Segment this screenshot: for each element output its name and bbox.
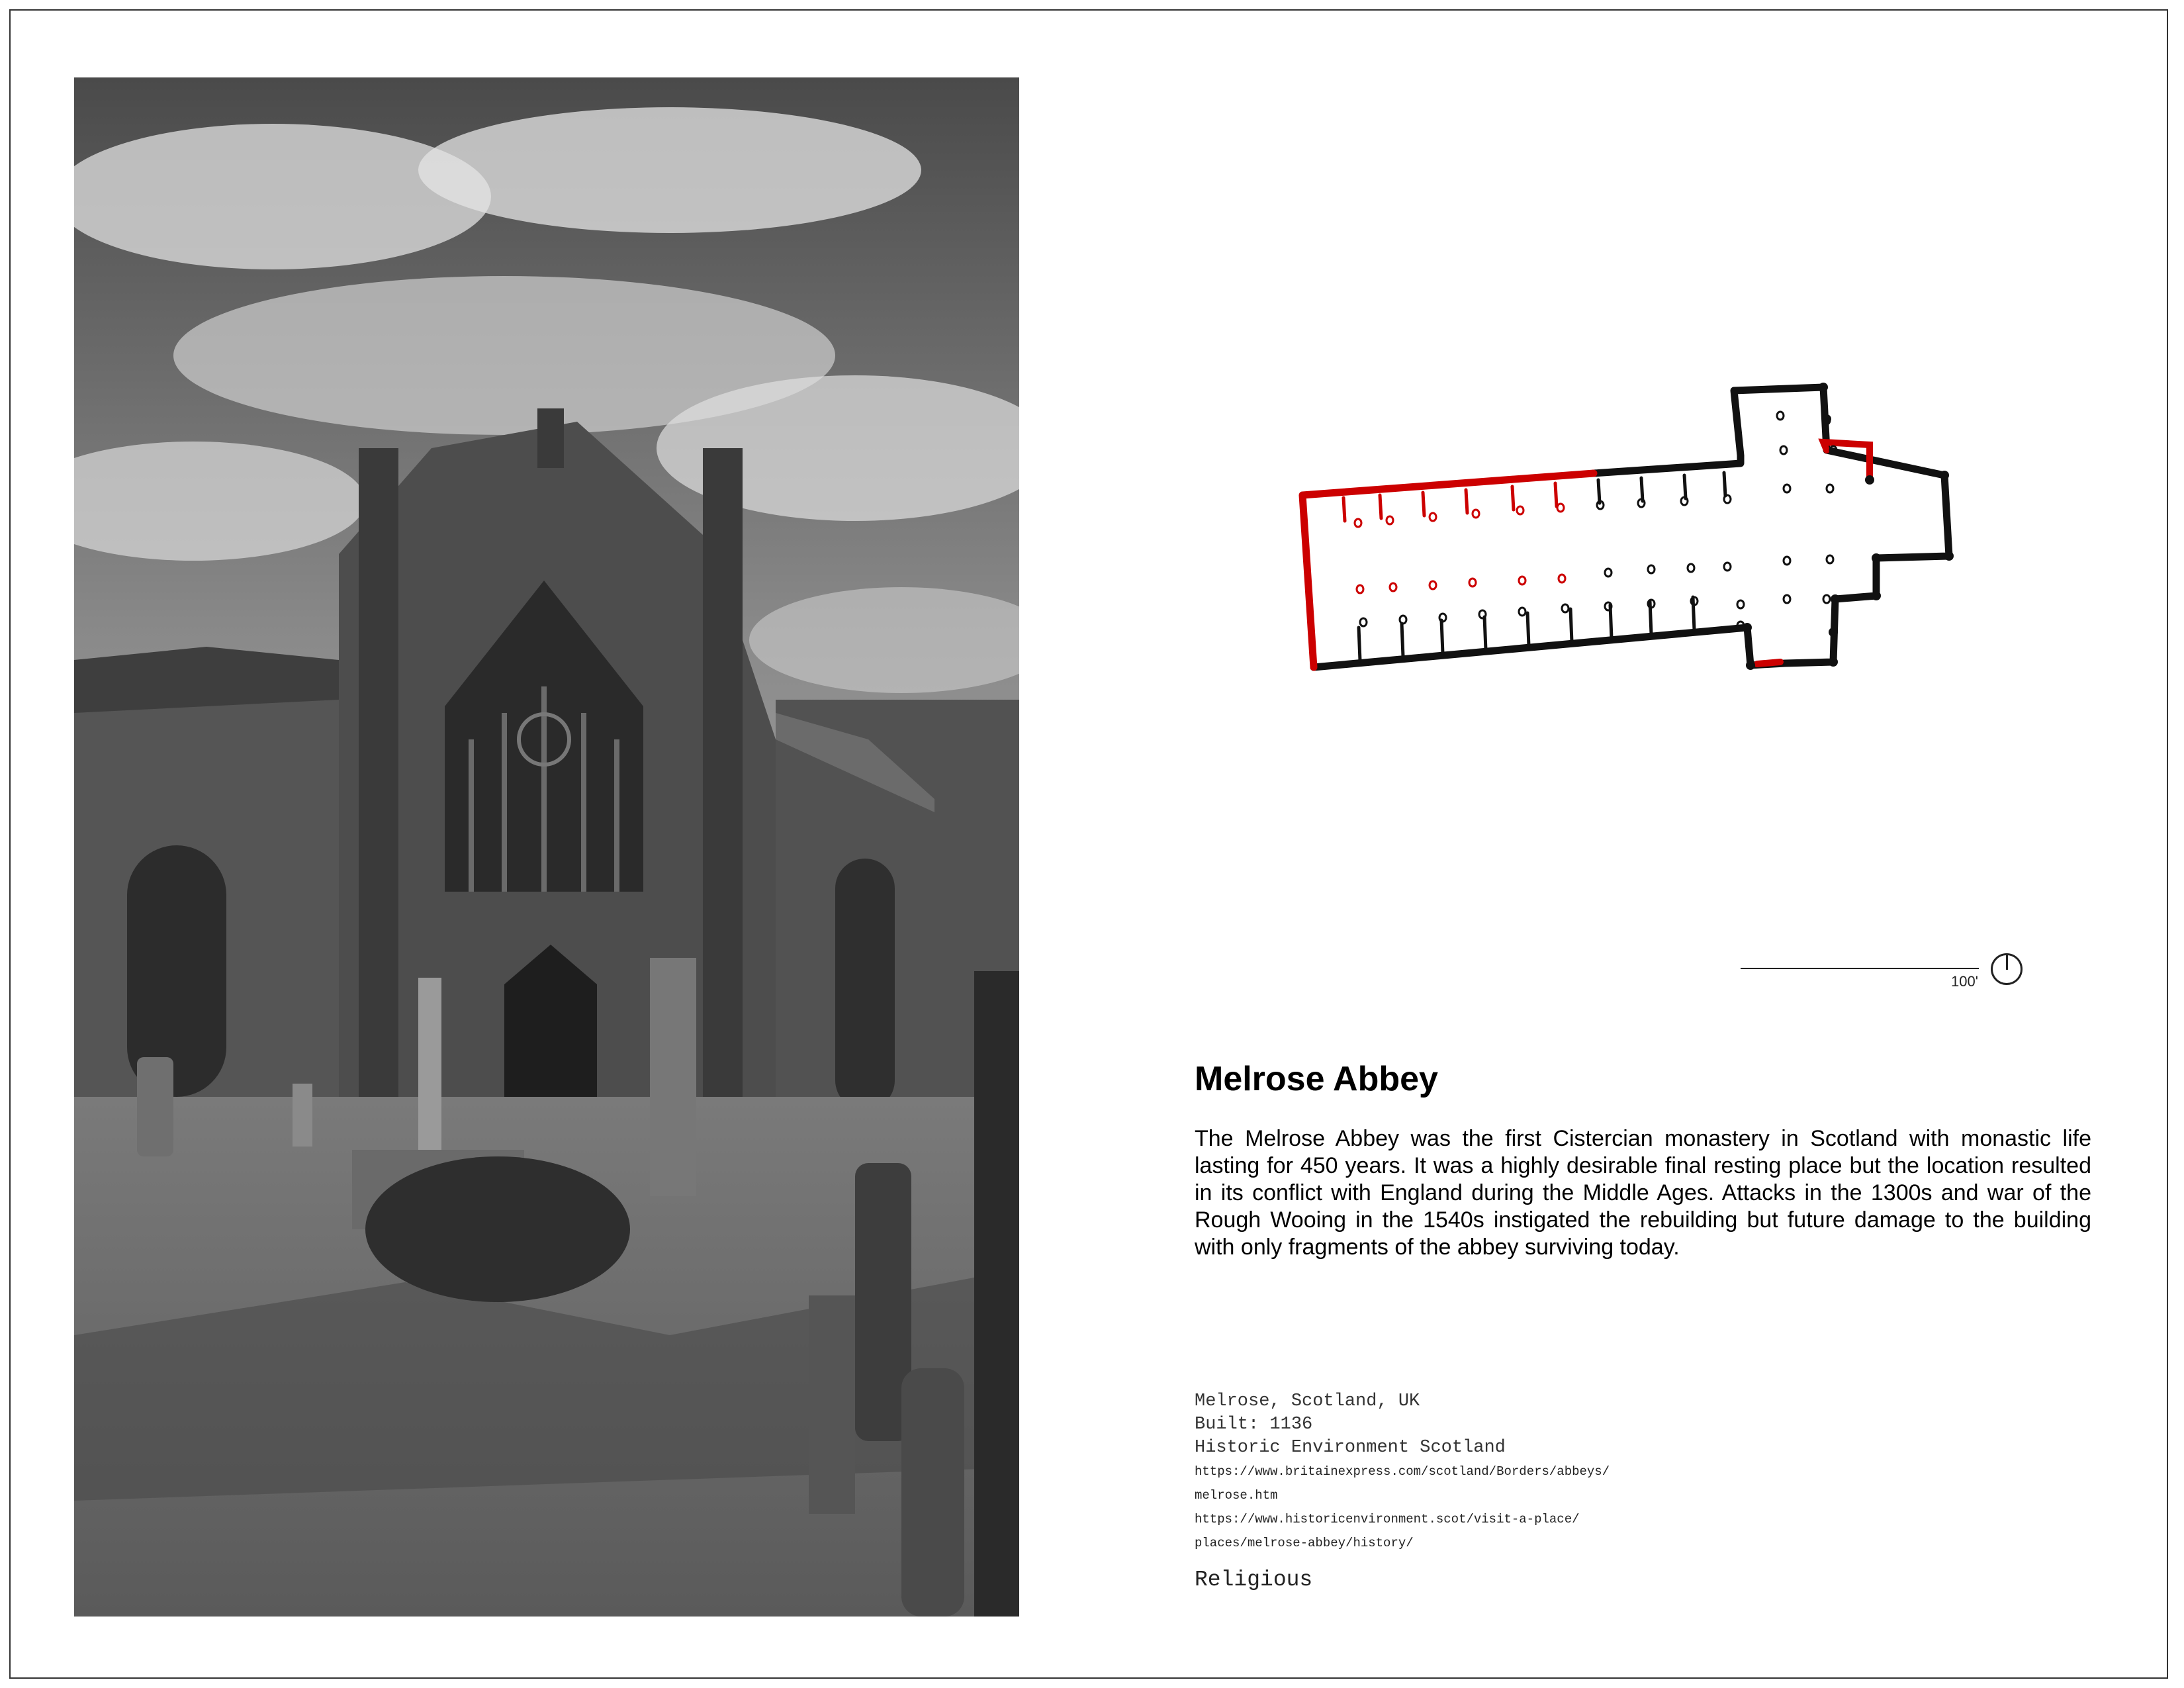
scale-label: 100' [1951, 973, 1978, 990]
source-url: https://www.britainexpress.com/scotland/Borders/abbeys/ [1195, 1464, 1610, 1479]
plan-buttress [1684, 475, 1686, 498]
plan-buttress [1466, 490, 1467, 513]
plan-buttress [1512, 487, 1514, 510]
category-label: Religious [1195, 1568, 1313, 1592]
plan-pier [1780, 446, 1787, 454]
plan-pier [1784, 557, 1790, 565]
plan-pier [1724, 495, 1731, 503]
plan-pier [1827, 555, 1833, 563]
plan-wall-ruined [1302, 473, 1594, 667]
plan-buttress [1641, 478, 1643, 501]
plan-pier [1777, 412, 1784, 420]
plan-pier [1648, 565, 1655, 573]
plan-buttress [1441, 620, 1443, 653]
plan-pier [1827, 485, 1833, 492]
plan-buttress [1570, 609, 1572, 642]
plan-pier [1724, 563, 1731, 571]
plan-wall-ruined-door [1757, 662, 1780, 664]
plan-buttress [1484, 617, 1486, 650]
source-url: places/melrose-abbey/history/ [1195, 1536, 1414, 1550]
scale-bar [1741, 953, 2032, 1006]
plan-pier [1784, 595, 1790, 603]
plan-pier [1559, 575, 1565, 583]
organization: Historic Environment Scotland [1195, 1438, 1506, 1458]
plan-buttress [1359, 628, 1360, 661]
plan-buttress [1402, 624, 1403, 657]
plan-pier [1519, 577, 1525, 585]
plan-pier [1605, 569, 1612, 577]
scale-line [1741, 968, 1979, 969]
plan-pier [1400, 616, 1406, 624]
plan-buttress [1380, 495, 1381, 518]
plan-pier [1784, 485, 1790, 492]
plan-buttress [1555, 483, 1557, 506]
plan-pier [1469, 579, 1476, 586]
plan-pier [1557, 504, 1564, 512]
plan-pier [1688, 564, 1694, 572]
plan-buttress [1343, 498, 1345, 521]
plan-pier [1605, 602, 1612, 610]
description: The Melrose Abbey was the first Cistercian monastery in Scotland with monastic life lasting for 450 years. It was a highly desirable final resting place but the location resulted in its conflict with England during the Middle Ages. Attacks in the 1300s and war of the Rough Wooing in the 1540s instigated the rebuilding but future damage to the building with only fragments of the abbey surviving today. [1195, 1126, 2091, 1260]
plan-pier [1357, 585, 1363, 593]
plan-pier [1517, 506, 1524, 514]
plan-pier [1355, 519, 1361, 527]
plan-buttress [1724, 473, 1725, 496]
plan-pier [1737, 600, 1744, 608]
built-year: Built: 1136 [1195, 1415, 1313, 1434]
plan-pier [1387, 516, 1393, 524]
plan-buttress [1527, 613, 1529, 646]
plan-pier [1519, 608, 1525, 616]
plan-pier [1823, 595, 1830, 603]
page-title: Melrose Abbey [1195, 1060, 1438, 1098]
plan-pier [1430, 581, 1436, 589]
plan-buttress [1423, 492, 1424, 516]
plan-pier [1479, 610, 1486, 618]
floor-plan [1277, 371, 1972, 682]
location: Melrose, Scotland, UK [1195, 1391, 1420, 1411]
source-url: melrose.htm [1195, 1488, 1278, 1503]
plan-pier [1390, 583, 1396, 591]
plan-buttress [1598, 480, 1600, 503]
metadata-block [1195, 1390, 1923, 1555]
plan-pier [1562, 604, 1569, 612]
source-url: https://www.historicenvironment.scot/visit-a-place/ [1195, 1512, 1580, 1526]
plan-pier [1473, 510, 1479, 518]
plan-pier [1430, 513, 1436, 521]
plan-buttress [1650, 601, 1651, 634]
plan-buttress [1693, 597, 1694, 630]
abbey-photo [74, 77, 1019, 1617]
plan-pier [1360, 618, 1367, 626]
north-arrow-icon [1991, 953, 2023, 985]
plan-wall-existing [1314, 387, 1949, 667]
